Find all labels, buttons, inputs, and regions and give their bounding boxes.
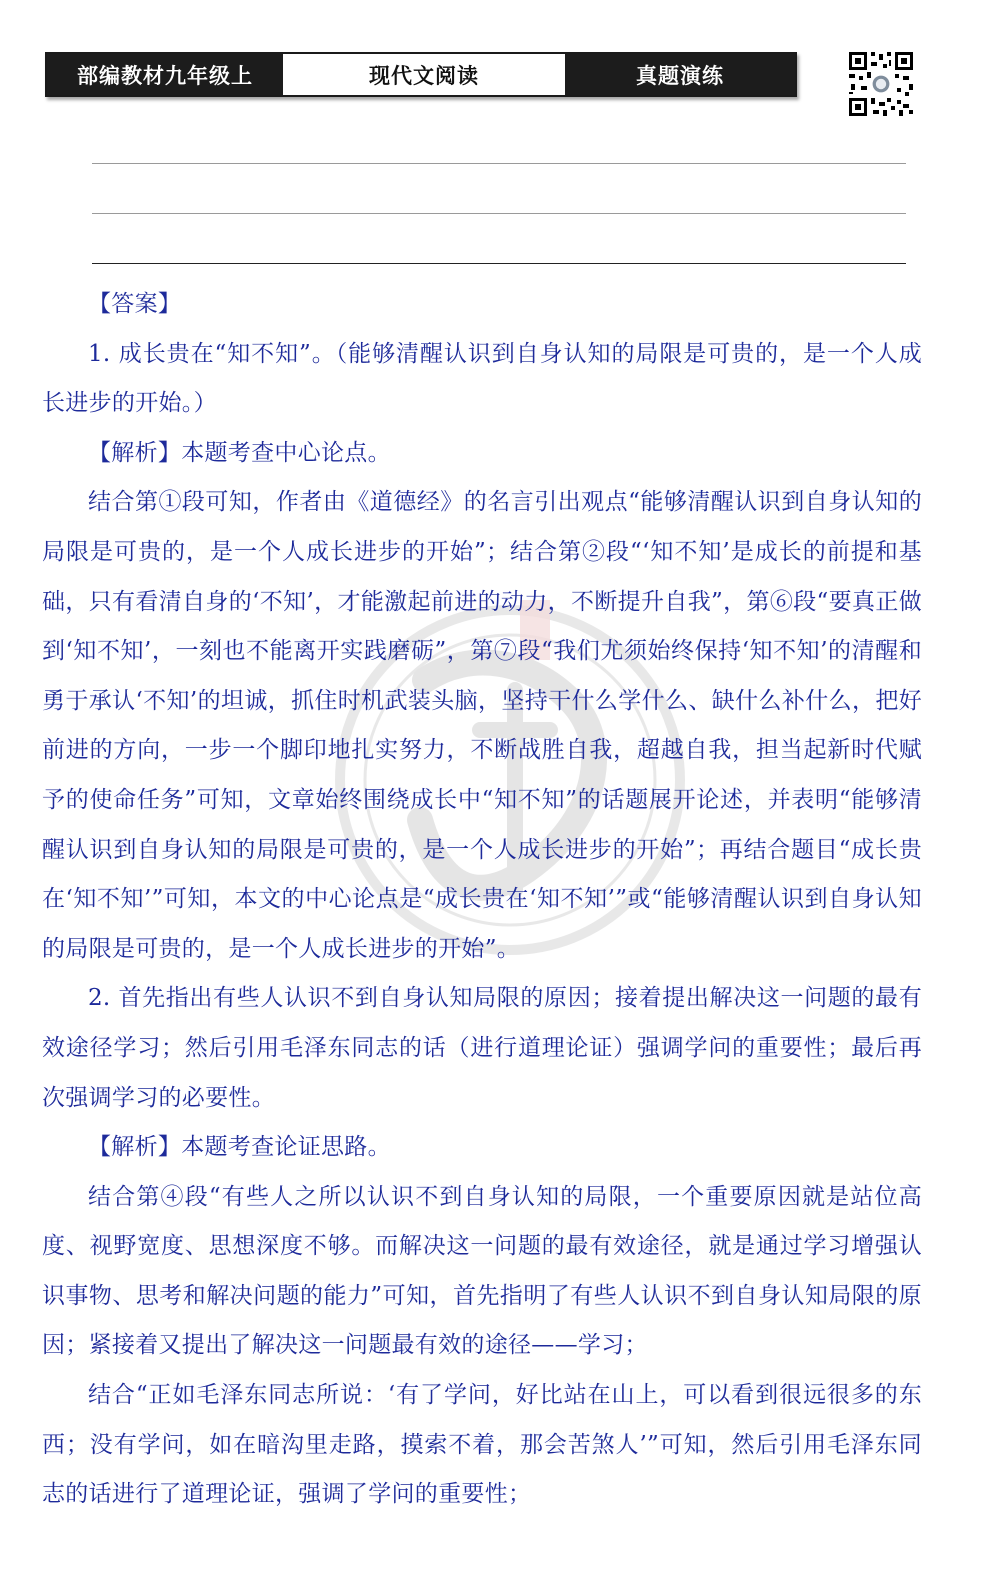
q2-analysis-body-2: 结合“正如毛泽东同志所说：‘有了学问，好比站在山上，可以看到很远很多的东西；没有学问，如在暗沟里走路，摸索不着，那会苦煞人’”可知，然后引用毛泽东同志的话进行了道理论证，强调了学问的重要性； bbox=[42, 1382, 922, 1508]
q1-analysis-label: 【解析】本题考查中心论点。 bbox=[88, 439, 391, 466]
answer-content bbox=[42, 280, 922, 1520]
blank-answer-line bbox=[92, 163, 906, 164]
qr-code-icon bbox=[847, 50, 915, 118]
q2-analysis-body-1: 结合第④段“有些人之所以认识不到自身认知的局限，一个重要原因就是站位高度、视野宽度、思想深度不够。而解决这一问题的最有效途径，就是通过学习增强认识事物、思考和解决问题的能力”可知，首先指明了有些人认识不到自身认知局限的原因；紧接着又提出了解决这一问题最有效的途径——学习； bbox=[42, 1183, 922, 1359]
blank-answer-line bbox=[92, 263, 906, 264]
q2-answer: 2. 首先指出有些人认识不到自身认知局限的原因；接着提出解决这一问题的最有效途径学习；然后引用毛泽东同志的话（进行道理论证）强调学问的重要性；最后再次强调学习的必要性。 bbox=[42, 985, 922, 1111]
section-label: 现代文阅读 bbox=[283, 54, 565, 95]
mode-label: 真题演练 bbox=[565, 54, 795, 95]
q1-answer: 1. 成长贵在“知不知”。（能够清醒认识到自身认知的局限是可贵的，是一个人成长进步的开始。） bbox=[42, 340, 922, 417]
q2-analysis-label: 【解析】本题考查论证思路。 bbox=[88, 1134, 391, 1161]
q1-analysis-body: 结合第①段可知，作者由《道德经》的名言引出观点“能够清醒认识到自身认知的局限是可贵的，是一个人成长进步的开始”；结合第②段“‘知不知’是成长的前提和基础，只有看清自身的‘不知’，才能激起前进的动力，不断提升自我”，第⑥段“要真正做到‘知不知’，一刻也不能离开实践磨砺”，第⑦段“我们尤须始终保持‘知不知’的清醒和勇于承认‘不知’的坦诚，抓住时机武装头脑，坚持干什么学什么、缺什么补什么，把好前进的方向，一步一个脚印地扎实努力，不断战胜自我，超越自我，担当起新时代赋予的使命任务”可知，文章始终围绕成长中“知不知”的话题展开论述，并表明“能够清醒认识到自身认知的局限是可贵的，是一个人成长进步的开始”；再结合题目“成长贵在‘知不知’”可知，本文的中心论点是“成长贵在‘知不知’”或“能够清醒认识到自身认知的局限是可贵的，是一个人成长进步的开始”。 bbox=[42, 489, 922, 962]
grade-label: 部编教材九年级上 bbox=[47, 54, 283, 95]
answer-heading: 【答案】 bbox=[88, 291, 182, 317]
blank-answer-line bbox=[92, 213, 906, 214]
header-bar bbox=[45, 52, 797, 97]
